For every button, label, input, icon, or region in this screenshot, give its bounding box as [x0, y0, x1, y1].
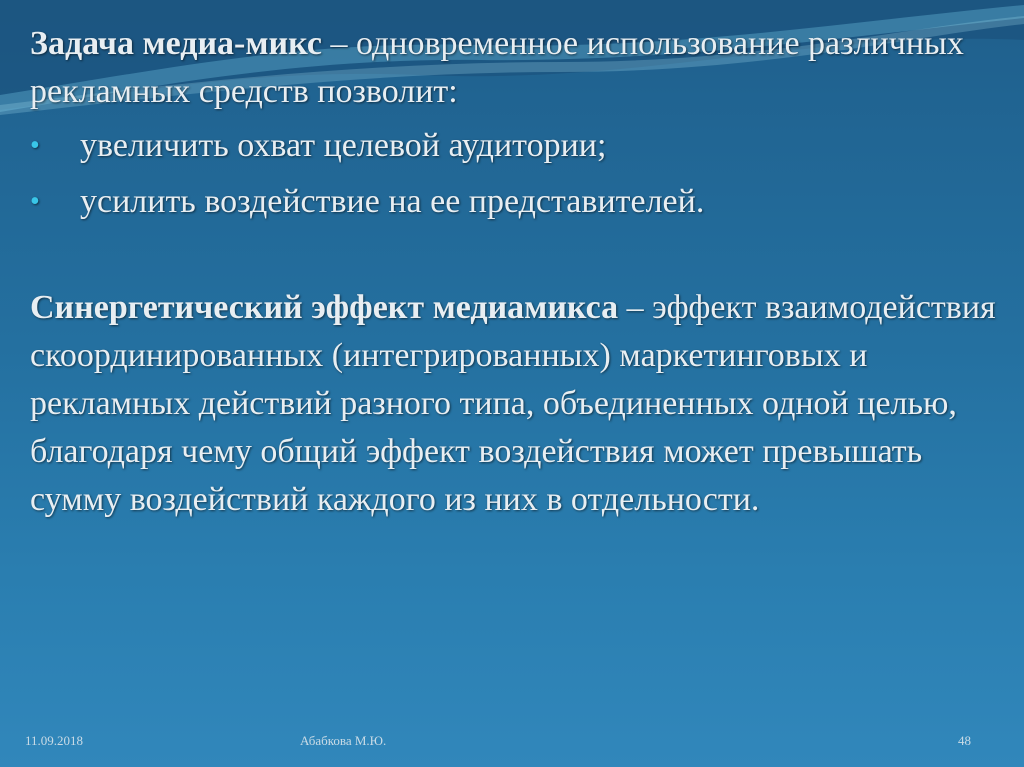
paragraph-media-mix — [30, 20, 1000, 116]
bullet-list — [30, 122, 1000, 226]
slide-body — [30, 20, 1000, 524]
list-item — [30, 122, 1000, 170]
bullet-text: увеличить охват целевой аудитории; — [80, 127, 607, 164]
definition-synergy: – эффект взаимодействия скоординированных (интегрированных) маркетинговых и рекламных действий разного типа, объединенных одной целью, благодаря чему общий эффект воздействия может превышать сумму воздействий каждого из них в отдельности. — [30, 289, 996, 518]
definition-media-mix: – одновременное использование различных рекламных средств позволит: — [30, 25, 964, 110]
bullet-text: усилить воздействие на ее представителей. — [80, 183, 705, 220]
footer-author: Абабкова М.Ю. — [300, 733, 387, 748]
bullet-icon: • — [30, 186, 40, 217]
term-media-mix: Задача медиа-микс — [30, 25, 322, 62]
slide-number: 48 — [958, 733, 971, 748]
list-item — [30, 178, 1000, 226]
bullet-icon: • — [30, 130, 40, 161]
term-synergy: Синергетический эффект медиамикса — [30, 289, 619, 326]
footer-date: 11.09.2018 — [25, 733, 84, 748]
paragraph-synergy — [30, 284, 1000, 524]
